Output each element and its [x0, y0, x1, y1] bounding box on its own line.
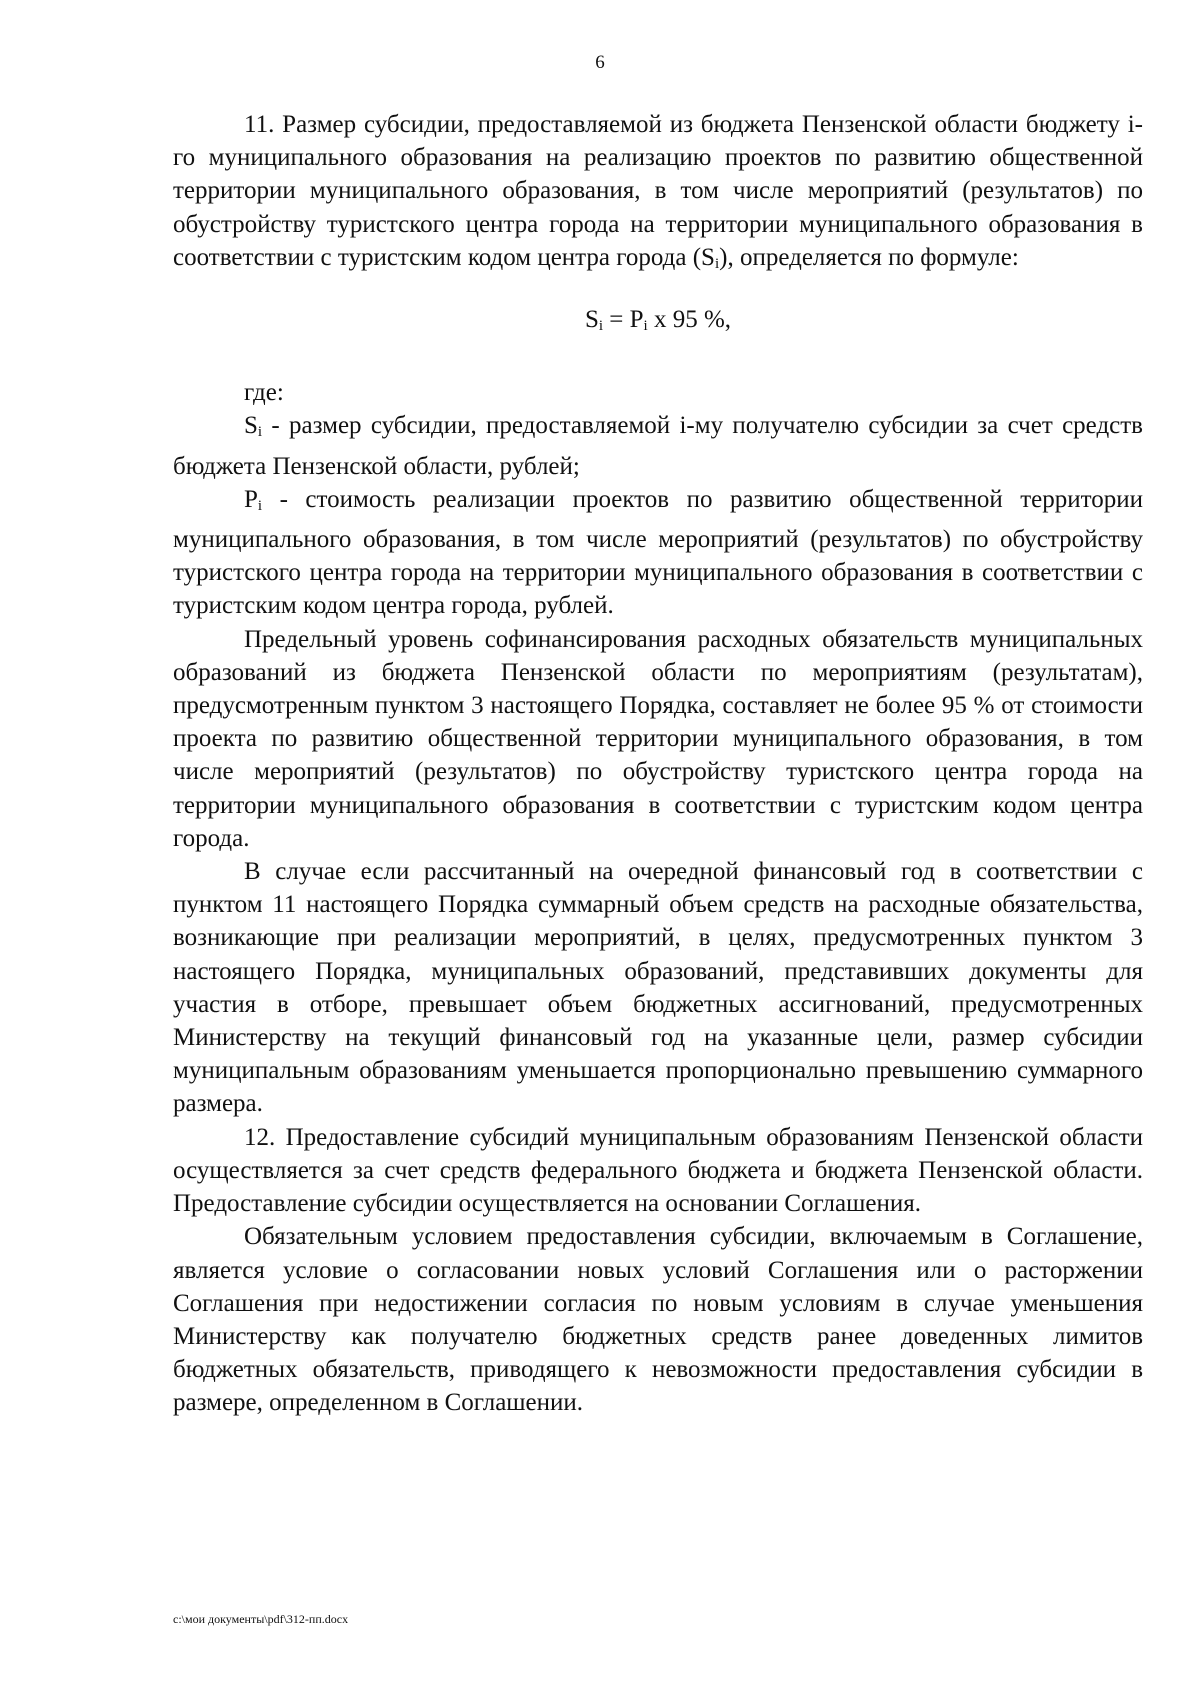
- paragraph-11-tail: ), определяется по формуле:: [719, 243, 1019, 271]
- formula-rest: x 95 %,: [647, 306, 732, 334]
- paragraph-excess: В случае если рассчитанный на очередной финансовый год в соответствии с пунктом 11 настоящего Порядка суммарный объем средств на расходные обязательства, возникающие при реализации мероприятий, в целях, предусмотренных пунктом 3 настоящего Порядка, муниципальных образований, представивших документы для участия в отборе, превышает объем бюджетных ассигнований, предусмотренных Министерству на текущий финансовый год на указанные цели, размер субсидии муниципальным образованиям уменьшается пропорционально превышению суммарного размера.: [173, 858, 1143, 1118]
- paragraph-condition: Обязательным условием предоставления субсидии, включаемым в Соглашение, является условие о согласовании новых условий Соглашения или о расторжении Соглашения при недостижении согласия по новым условиям в случае уменьшения Министерству как получателю бюджетных средств ранее доведенных лимитов бюджетных обязательств, приводящего к невозможности предоставления субсидии в размере, определенном в Соглашении.: [173, 1223, 1143, 1417]
- definition-pi: [173, 483, 1143, 623]
- document-body: [173, 108, 1143, 1420]
- definition-si-subscript: i: [257, 424, 263, 441]
- formula: [173, 303, 1143, 343]
- definition-pi-subscript: i: [257, 497, 263, 514]
- definition-si-symbol: S: [244, 412, 258, 440]
- page-number: 6: [595, 52, 605, 73]
- formula-p-subscript: i: [643, 318, 648, 335]
- formula-s-subscript: i: [598, 318, 604, 335]
- definition-si: [173, 409, 1143, 482]
- definition-pi-text: - стоимость реализации проектов по развитию общественной территории муниципального образования, в том числе мероприятий (результатов) по обустройству туристского центра города на территории муниципального образования в соответствии с туристским кодом центра города, рублей.: [173, 485, 1143, 620]
- where-label: где:: [244, 379, 284, 407]
- definition-pi-symbol: P: [244, 485, 258, 513]
- formula-equals: =: [603, 306, 630, 334]
- formula-s: S: [584, 306, 599, 334]
- footer-file-path: c:\мои документы\pdf\312-пп.docx: [173, 1612, 349, 1626]
- paragraph-cofinancing-limit: Предельный уровень софинансирования расходных обязательств муниципальных образований из бюджета Пензенской области по мероприятиям (результатам), предусмотренным пунктом 3 настоящего Порядка, составляет не более 95 % от стоимости проекта по развитию общественной территории муниципального образования, в том числе мероприятий (результатов) по обустройству туристского центра города на территории муниципального образования в соответствии с туристским кодом центра города.: [173, 625, 1143, 852]
- paragraph-11-subscript: i: [714, 255, 720, 272]
- paragraph-11: [173, 108, 1143, 281]
- paragraph-11-text: 11. Размер субсидии, предоставляемой из бюджета Пензенской области бюджету i-го муниципального образования на реализацию проектов по развитию общественной территории муниципального образования, в том числе мероприятий (результатов) по обустройству туристского центра города на территории муниципального образования в соответствии с туристским кодом центра города (S: [173, 111, 1143, 271]
- definition-si-text: - размер субсидии, предоставляемой i-му получателю субсидии за счет средств бюджета Пензенской области, рублей;: [173, 412, 1143, 480]
- paragraph-12: 12. Предоставление субсидий муниципальным образованиям Пензенской области осуществляется за счет средств федерального бюджета и бюджета Пензенской области. Предоставление субсидии осуществляется на основании Соглашения.: [173, 1123, 1143, 1218]
- formula-p: P: [629, 306, 644, 334]
